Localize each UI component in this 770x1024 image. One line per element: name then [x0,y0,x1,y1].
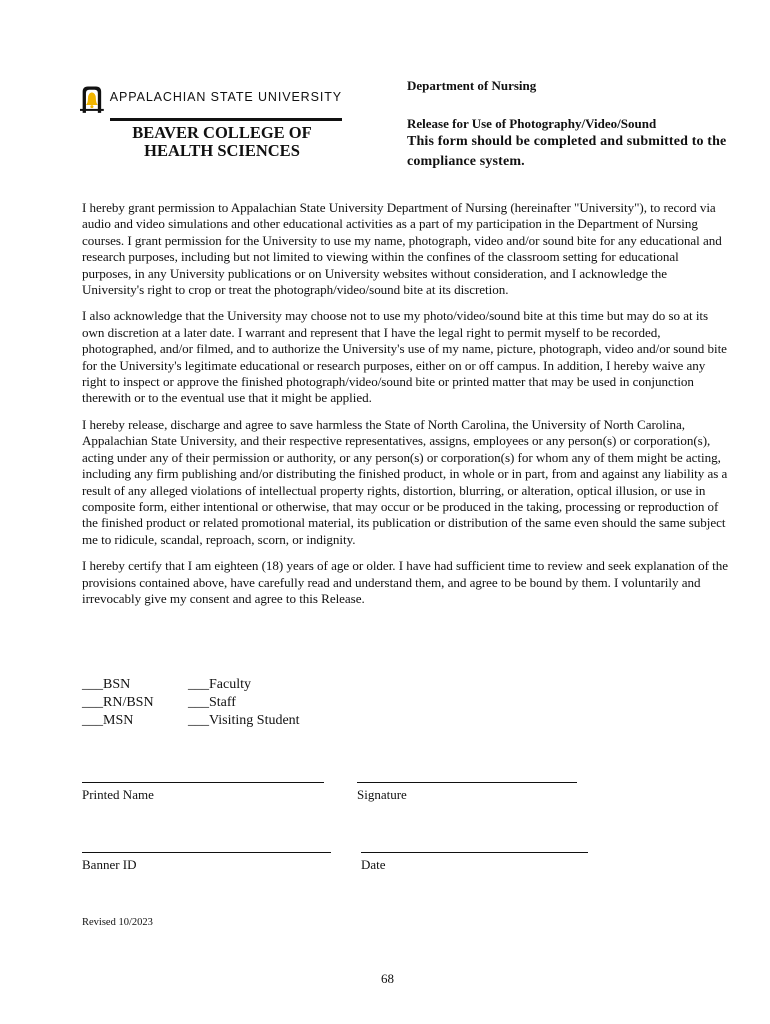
banner-id-label: Banner ID [82,857,137,872]
option-staff[interactable]: ___Staff [188,695,236,710]
university-name: APPALACHIAN STATE UNIVERSITY [109,90,342,104]
logo-divider [110,118,342,121]
bell-tower-icon [80,78,104,120]
page-number: 68 [381,971,394,986]
option-faculty[interactable]: ___Faculty [188,677,251,692]
release-paragraph: I hereby certify that I am eighteen (18) years of age or older. I have had sufficient time to review and seek explanation of the provisions contained above, have carefully read and understand them, and agree to be bound by them. I voluntarily and irrevocably give my consent and agree to this Release. [82,558,728,606]
option-bsn[interactable]: ___BSN [82,677,131,692]
college-name-line: BEAVER COLLEGE OF [132,123,312,142]
signature-line[interactable] [357,782,577,783]
role-type-options [188,676,300,730]
college-name-line: HEALTH SCIENCES [144,141,300,160]
signature-label: Signature [357,787,407,802]
submission-instruction: This form should be completed and submitted to the compliance system. [407,134,727,169]
release-paragraph: I also acknowledge that the University may choose not to use my photo/video/sound bite at this time but may do so at its own discretion at a later date. I warrant and represent that I have the legal right to permit myself to be recorded, photographed, and/or filmed, and to authorize the University's use of my name, picture, photograph, video and/or sound bite for the University's legitimate educational or research purposes, either on or off campus. In addition, I hereby waive any right to inspect or approve the finished photograph/video/sound bite or printed matter that may be used in conjunction therewith or to the eventual use that it might be applied. [82,308,727,406]
date-line[interactable] [361,852,588,853]
option-visiting-student[interactable]: ___Visiting Student [188,713,300,728]
university-logo [80,78,342,160]
program-options [82,676,154,730]
banner-id-line[interactable] [82,852,331,853]
option-rn-bsn[interactable]: ___RN/BSN [82,695,154,710]
printed-name-field[interactable] [82,782,324,803]
date-label: Date [361,857,386,872]
release-paragraph: I hereby release, discharge and agree to save harmless the State of North Carolina, the University of North Carolina, Appalachian State University, and their respective representatives, assigns, employees or any person(s) or corporation(s), acting under any of their permission or authority, or any person(s) or corporation(s) for whom any of them might be acting, including any firm publishing and/or distributing the finished product, in whole or in part, from and against any liability as a result of any alleged violations of intellectual property rights, distortion, blurring, or alteration, optical illusion, or use in composite form, either intentional or otherwise, that may occur or be produced in the taking, processing or reproduction of the finished product or related promotional material, its publication or distribution of the same even should the same subject me to ridicule, scandal, reproach, scorn, or indignity. [82,416,728,547]
department-name: Department of Nursing [407,78,537,93]
revision-date: Revised 10/2023 [82,917,153,928]
release-paragraph: I hereby grant permission to Appalachian State University Department of Nursing (hereinafter "University"), to record via audio and video simulations and other educational activities as a part of my participation in the Department of Nursing courses. I grant permission for the University to use my name, photograph, video and/or sound bite for any educational and research purposes, including but not limited to viewing within the confines of the classroom setting for educational purposes, in any University publications or on University websites without consideration, and I acknowledge the University's right to crop or treat the photograph/video/sound bite at its discretion. [82,200,722,298]
college-name [102,124,342,160]
signature-field[interactable] [357,782,577,803]
banner-id-field[interactable] [82,852,331,873]
option-msn[interactable]: ___MSN [82,713,134,728]
date-field[interactable] [361,852,588,873]
printed-name-line[interactable] [82,782,324,783]
release-body [82,200,730,617]
printed-name-label: Printed Name [82,787,154,802]
form-title: Release for Use of Photography/Video/Sound [407,116,657,131]
